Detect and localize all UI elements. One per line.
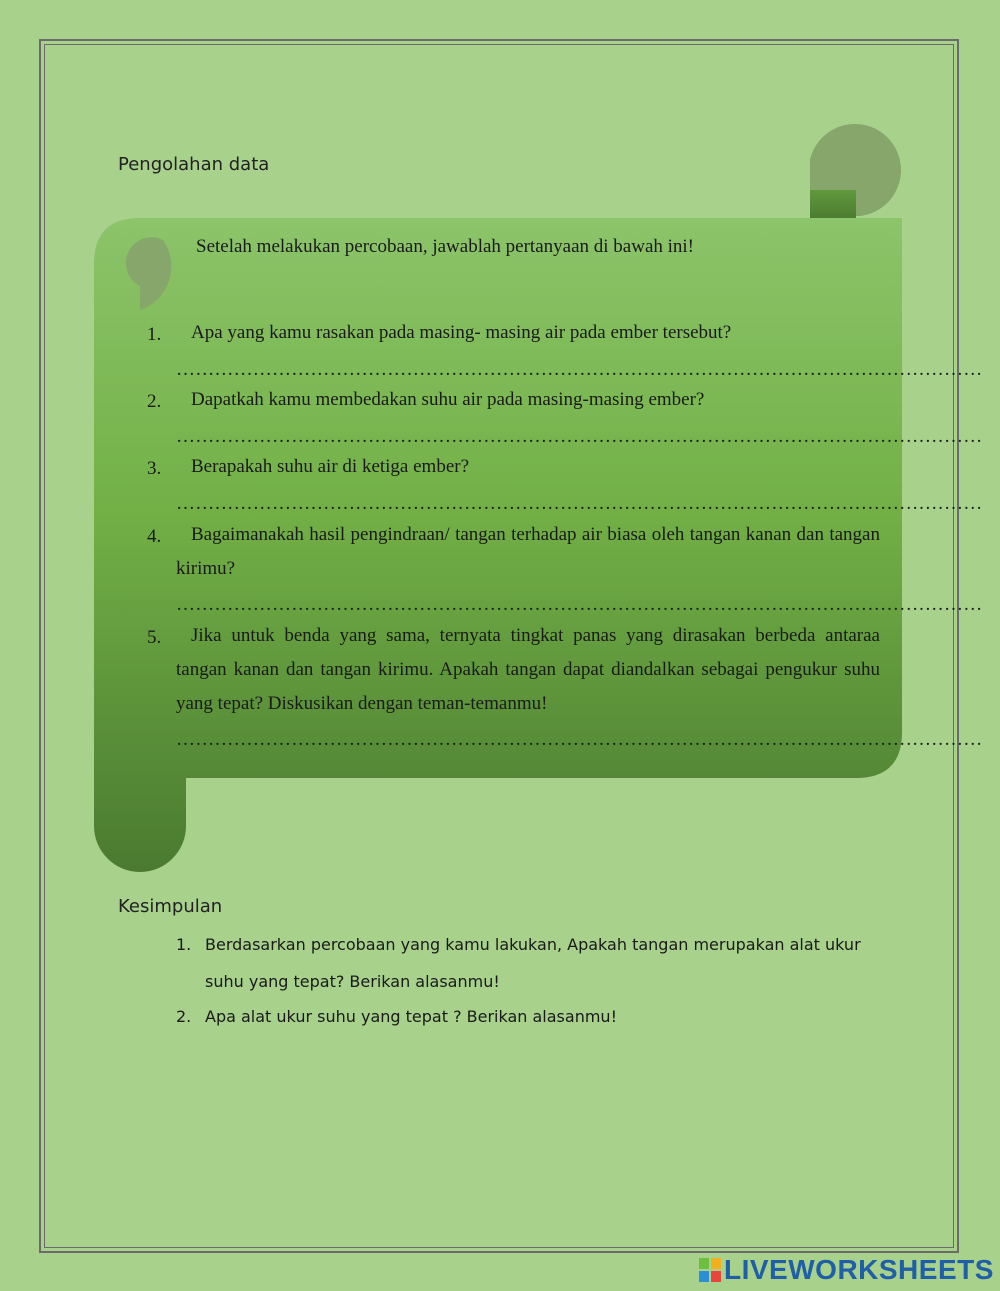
question-2-text: Dapatkah kamu membedakan suhu air pada masing-masing ember? — [191, 389, 705, 410]
conclusion-2-number: 2. — [176, 1007, 192, 1026]
question-3-number: 3. — [147, 458, 162, 479]
answer-line-3[interactable]: ……………………………………………………………………………………………………………… — [176, 493, 983, 514]
answer-line-1[interactable]: ……………………………………………………………………………………………………………… — [176, 359, 983, 380]
conclusion-1-number: 1. — [176, 935, 192, 954]
question-3-text: Berapakah suhu air di ketiga ember? — [191, 456, 470, 477]
question-4-text: Bagaimanakah hasil pengindraan/ tangan terhadap air biasa oleh tangan kanan dan tangan kirimu? — [176, 524, 880, 579]
answer-line-4[interactable]: ……………………………………………………………………………………………………………… — [176, 594, 983, 615]
question-1-number: 1. — [147, 324, 162, 345]
question-5-text: Jika untuk benda yang sama, ternyata tingkat panas yang dirasakan berbeda antaraa tangan kanan dan tangan kirimu. Apakah tangan dapat diandalkan sebagai pengukur suhu yang tepat? Diskusikan dengan teman-temanmu! — [176, 625, 880, 714]
brand-text: LIVEWORKSHEETS — [724, 1254, 994, 1285]
answer-line-2[interactable]: ……………………………………………………………………………………………………………… — [176, 426, 983, 447]
question-2-number: 2. — [147, 391, 162, 412]
question-1-text: Apa yang kamu rasakan pada masing- masing air pada ember tersebut? — [191, 322, 732, 343]
instructions-text: Setelah melakukan percobaan, jawablah pertanyaan di bawah ini! — [196, 236, 695, 257]
conclusion-2-text: Apa alat ukur suhu yang tepat ? Berikan alasanmu! — [205, 1007, 617, 1026]
liveworksheets-brand[interactable] — [699, 1255, 994, 1285]
conclusion-heading: Kesimpulan — [118, 896, 223, 917]
liveworksheets-logo-icon — [699, 1258, 721, 1282]
conclusion-1-text: Berdasarkan percobaan yang kamu lakukan, Apakah tangan merupakan alat ukur suhu yang tepat? Berikan alasanmu! — [205, 935, 861, 991]
processing-heading: Pengolahan data — [118, 154, 270, 175]
question-4-number: 4. — [147, 526, 162, 547]
question-5-number: 5. — [147, 627, 162, 648]
answer-line-5[interactable]: ……………………………………………………………………………………………………………… — [176, 729, 983, 750]
